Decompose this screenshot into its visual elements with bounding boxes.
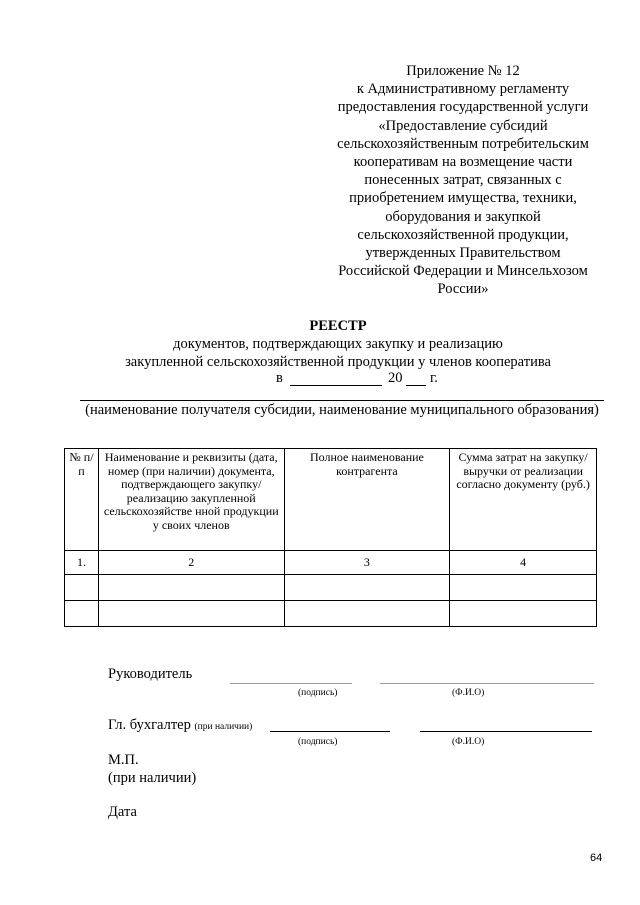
appendix-line: сельскохозяйственным потребительским: [337, 135, 589, 152]
appendix-line: приобретением имущества, техники,: [349, 190, 577, 207]
table-cell[interactable]: [98, 575, 284, 601]
table-cell[interactable]: [98, 601, 284, 627]
director-signature-line[interactable]: [230, 683, 352, 684]
page-number: 64: [590, 852, 603, 864]
accountant-signature-hint: (подпись): [298, 737, 338, 747]
appendix-line: Российской Федерации и Минсельхозом: [338, 263, 588, 280]
header-number: № п/п: [65, 449, 99, 551]
appendix-line: кооперативам на возмещение части: [353, 154, 573, 171]
table-cell[interactable]: [65, 601, 99, 627]
accountant-name-line[interactable]: [420, 731, 592, 732]
column-number: 4: [450, 551, 597, 575]
date-year: 20: [388, 370, 403, 386]
header-amount: Сумма затрат на закупку/выручки от реализации согласно документу (руб.): [450, 449, 597, 551]
table-cell[interactable]: [450, 601, 597, 627]
date-label: Дата: [108, 804, 137, 820]
appendix-line: к Административному регламенту: [356, 81, 570, 98]
register-subtitle-line2: закупленной сельскохозяйственной продукции у членов кооператива: [125, 354, 551, 370]
director-name-hint: (Ф.И.О): [452, 688, 485, 698]
table-cell[interactable]: [284, 601, 450, 627]
register-title: РЕЕСТР: [309, 318, 367, 334]
year-blank-line[interactable]: [406, 385, 426, 386]
seal-label: М.П.: [108, 752, 139, 768]
seal-note: (при наличии): [108, 770, 197, 786]
table-row: [65, 575, 597, 601]
accountant-label: [108, 717, 252, 734]
director-name-line[interactable]: [380, 683, 594, 684]
table-column-numbers-row: [65, 551, 597, 575]
appendix-line: «Предоставление субсидий: [378, 117, 548, 134]
register-subtitle-line1: документов, подтверждающих закупку и реализацию: [173, 336, 503, 352]
table-cell[interactable]: [284, 575, 450, 601]
appendix-line: утвержденных Правительством: [365, 245, 561, 262]
accountant-note: (при наличии): [194, 722, 253, 732]
table-header-row: [65, 449, 597, 551]
accountant-name-hint: (Ф.И.О): [452, 737, 485, 747]
register-table: [64, 448, 597, 627]
column-number: 2: [98, 551, 284, 575]
date-prefix: в: [276, 370, 283, 386]
table-cell[interactable]: [65, 575, 99, 601]
header-counterparty: Полное наименование контрагента: [284, 449, 450, 551]
appendix-line: понесенных затрат, связанных с: [364, 172, 562, 189]
accountant-label-text: Гл. бухгалтер: [108, 717, 191, 733]
appendix-line: оборудования и закупкой: [385, 208, 541, 225]
appendix-header: [318, 62, 608, 299]
appendix-line: сельскохозяйственной продукции,: [357, 226, 569, 243]
director-signature-hint: (подпись): [298, 688, 338, 698]
recipient-caption: (наименование получателя субсидии, наименование муниципального образования): [85, 402, 599, 418]
date-blank-line[interactable]: [290, 385, 382, 386]
column-number: 1.: [65, 551, 99, 575]
header-document: Наименование и реквизиты (дата, номер (при наличии) документа, подтверждающего закупку/реализацию закупленной сельскохозяйстве нной продукции у своих членов: [98, 449, 284, 551]
column-number: 3: [284, 551, 450, 575]
table-cell[interactable]: [450, 575, 597, 601]
appendix-line: России»: [437, 281, 489, 298]
appendix-line: предоставления государственной услуги: [337, 99, 589, 116]
appendix-line: Приложение № 12: [406, 63, 520, 79]
table-row: [65, 601, 597, 627]
accountant-signature-line[interactable]: [270, 731, 390, 732]
recipient-line[interactable]: [80, 400, 604, 401]
date-suffix: г.: [430, 370, 438, 386]
director-label: Руководитель: [108, 666, 193, 682]
